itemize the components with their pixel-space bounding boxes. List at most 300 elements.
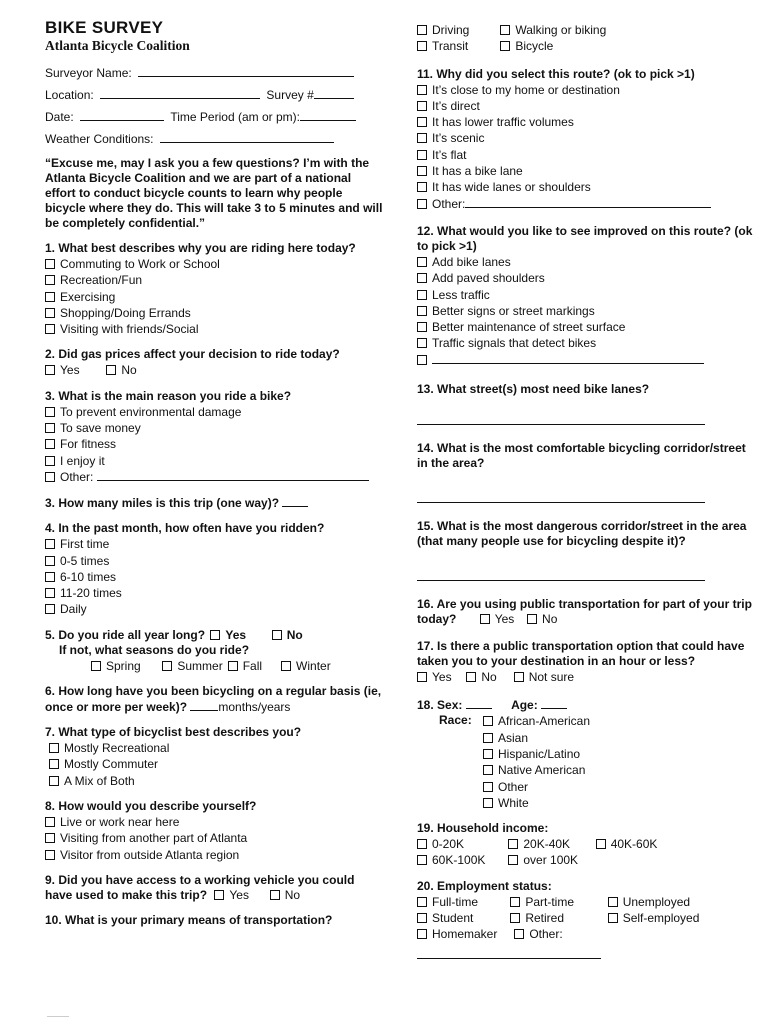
q5-no-label: No — [286, 627, 303, 642]
race-option[interactable] — [483, 746, 590, 762]
checkbox-icon[interactable] — [514, 672, 524, 682]
q17-option-label: Not sure — [528, 670, 575, 685]
race-option[interactable] — [483, 779, 590, 795]
q17-option-label: Yes — [432, 670, 452, 685]
checkbox-icon[interactable] — [417, 306, 427, 316]
q10-option[interactable] — [417, 22, 497, 38]
checkbox-icon[interactable] — [417, 855, 427, 865]
left-column — [45, 18, 385, 938]
q3-other-field[interactable] — [97, 469, 369, 481]
question-13 — [417, 382, 753, 425]
question-7 — [45, 725, 385, 789]
q12-option[interactable] — [417, 270, 753, 286]
checkbox-icon[interactable] — [417, 913, 427, 923]
checkbox-icon[interactable] — [417, 25, 427, 35]
q4-option-label: First time — [60, 537, 110, 552]
q5-yes-option[interactable] — [210, 628, 268, 643]
q3-other-option[interactable] — [45, 469, 385, 485]
checkbox-icon[interactable] — [417, 273, 427, 283]
duration-field[interactable] — [190, 699, 218, 711]
question-3b-text — [45, 495, 385, 511]
question-16-text — [417, 597, 753, 627]
question-5 — [45, 628, 385, 674]
q10-option[interactable] — [500, 38, 553, 54]
checkbox-icon[interactable] — [417, 101, 427, 111]
checkbox-icon[interactable] — [45, 850, 55, 860]
question-3 — [45, 389, 385, 485]
checkbox-icon[interactable] — [417, 839, 427, 849]
q11-other-option[interactable] — [417, 196, 753, 212]
question-1 — [45, 241, 385, 337]
q17-option[interactable] — [514, 669, 574, 685]
question-20 — [417, 879, 753, 959]
miles-field[interactable] — [282, 495, 308, 507]
checkbox-icon[interactable] — [417, 338, 427, 348]
question-13-text: 13. What street(s) most need bike lanes? — [417, 382, 650, 397]
time-period-label: Time Period (am or pm): — [170, 110, 300, 124]
income-option[interactable] — [596, 836, 658, 852]
q5-seasons — [45, 658, 385, 674]
question-6-label: 6. How long have you been bicycling on a regular basis (ie, once or more per week)? — [45, 684, 382, 715]
q7-option-label: Mostly Recreational — [64, 741, 170, 756]
checkbox-icon[interactable] — [281, 661, 291, 671]
checkbox-icon[interactable] — [228, 661, 238, 671]
q3-option-label: I enjoy it — [60, 453, 105, 468]
checkbox-icon[interactable] — [49, 743, 59, 753]
checkbox-icon[interactable] — [45, 439, 55, 449]
income-option-label: over 100K — [523, 853, 579, 868]
weather-row — [45, 128, 385, 150]
q1-option[interactable] — [45, 256, 385, 272]
q12-other-option[interactable] — [417, 352, 753, 368]
q4-option-label: Daily — [60, 602, 87, 617]
q11-option[interactable] — [417, 147, 753, 163]
checkbox-icon[interactable] — [483, 765, 493, 775]
season-label: Winter — [296, 658, 331, 673]
q7-option[interactable] — [45, 740, 385, 756]
checkbox-icon[interactable] — [483, 798, 493, 808]
employment-option[interactable] — [510, 894, 604, 910]
checkbox-icon[interactable] — [500, 25, 510, 35]
survey-number-label: Survey # — [266, 88, 314, 102]
surveyor-label: Surveyor Name: — [45, 66, 132, 80]
checkbox-icon[interactable] — [510, 897, 520, 907]
q7-option[interactable] — [45, 773, 385, 789]
q1-option[interactable] — [45, 321, 385, 337]
checkbox-icon[interactable] — [596, 839, 606, 849]
q10-options — [417, 22, 753, 55]
employment-option-label: Student — [432, 911, 474, 926]
checkbox-icon[interactable] — [480, 614, 490, 624]
checkbox-icon[interactable] — [45, 588, 55, 598]
q3-option[interactable] — [45, 420, 385, 436]
time-period-field[interactable] — [300, 109, 356, 121]
q12-option[interactable] — [417, 254, 753, 270]
q13-answer-line[interactable] — [417, 423, 705, 425]
q11-option[interactable] — [417, 114, 753, 130]
q4-option-label: 0-5 times — [60, 553, 110, 568]
q9-no-label: No — [284, 887, 301, 902]
q9-yes-label: Yes — [229, 887, 249, 902]
q11-other-label: Other: — [432, 196, 466, 211]
sex-field[interactable] — [466, 697, 492, 709]
q16-no-option[interactable] — [527, 612, 557, 627]
season-option[interactable] — [281, 658, 331, 674]
checkbox-icon[interactable] — [608, 897, 618, 907]
question-1-text: 1. What best describes why you are riding here today? — [45, 241, 356, 255]
employment-option[interactable] — [417, 894, 507, 910]
question-3-text: 3. What is the main reason you ride a bike? — [45, 388, 292, 403]
checkbox-icon[interactable] — [45, 539, 55, 549]
q11-option-label: It’s scenic — [432, 131, 485, 146]
checkbox-icon[interactable] — [45, 817, 55, 827]
q10-option-label: Walking or biking — [515, 23, 607, 37]
checkbox-icon[interactable] — [45, 572, 55, 582]
right-column — [417, 22, 753, 969]
checkbox-icon[interactable] — [483, 733, 493, 743]
income-option[interactable] — [417, 852, 505, 868]
q7-option-label: Mostly Commuter — [64, 757, 159, 772]
checkbox-icon[interactable] — [270, 890, 280, 900]
q3-option-label: To save money — [60, 421, 141, 436]
question-6 — [45, 684, 385, 715]
q17-option-label: No — [481, 670, 497, 685]
race-option[interactable] — [483, 730, 590, 746]
date-label: Date: — [45, 110, 74, 124]
q12-option-label: Less traffic — [432, 287, 490, 302]
checkbox-icon[interactable] — [417, 150, 427, 160]
checkbox-icon[interactable] — [514, 929, 524, 939]
q17-option[interactable] — [466, 669, 510, 685]
checkbox-icon[interactable] — [508, 839, 518, 849]
checkbox-icon[interactable] — [45, 407, 55, 417]
sex-age-row: 18. Sex: Age: — [417, 697, 753, 713]
question-14 — [417, 441, 753, 503]
race-label: Race — [439, 713, 468, 728]
q8-option[interactable] — [45, 814, 385, 830]
q3-option[interactable] — [45, 404, 385, 420]
q8-option-label: Live or work near here — [60, 814, 180, 829]
question-19 — [417, 821, 753, 869]
q5-subquestion: If not, what seasons do you ride? — [59, 642, 250, 657]
q12-option[interactable] — [417, 335, 753, 351]
question-20-text: 20. Employment status: — [417, 878, 552, 893]
income-option-label: 20K-40K — [523, 837, 571, 852]
race-option-label: Asian — [498, 730, 529, 745]
race-option-label: Native American — [498, 763, 586, 778]
question-10 — [45, 913, 385, 928]
q20-row — [417, 894, 753, 910]
income-option[interactable] — [508, 836, 592, 852]
q12-option-label: Add bike lanes — [432, 254, 511, 269]
q3-option[interactable] — [45, 436, 385, 452]
duration-unit: months/years — [218, 700, 291, 715]
question-8-text: 8. How would you describe yourself? — [45, 798, 257, 813]
q8-option[interactable] — [45, 847, 385, 863]
surveyor-name-field[interactable] — [138, 65, 354, 77]
question-17 — [417, 639, 753, 685]
season-label: Summer — [177, 658, 223, 673]
season-option[interactable] — [162, 658, 224, 674]
date-field[interactable] — [80, 109, 164, 121]
employment-option[interactable] — [417, 926, 511, 942]
checkbox-icon[interactable] — [49, 776, 59, 786]
checkbox-icon[interactable] — [417, 929, 427, 939]
race-option[interactable] — [483, 713, 590, 729]
question-11 — [417, 67, 753, 212]
q1-option[interactable] — [45, 272, 385, 288]
q12-option-label: Better maintenance of street surface — [432, 320, 626, 335]
q14-answer-line[interactable] — [417, 501, 705, 503]
checkbox-icon[interactable] — [466, 672, 476, 682]
question-6-text — [45, 684, 385, 715]
employment-option-label: Other: — [529, 927, 563, 942]
survey-number-field[interactable] — [314, 87, 354, 99]
q2-no-option[interactable] — [106, 362, 136, 378]
employment-option[interactable] — [417, 910, 507, 926]
q10-option-label: Transit — [432, 39, 469, 54]
race-option-label: White — [498, 795, 529, 810]
page-footer-mark — [47, 1016, 69, 1017]
q2-yes-label: Yes — [60, 363, 80, 378]
q20-row — [417, 926, 753, 942]
employment-other-line[interactable] — [417, 957, 601, 959]
checkbox-icon[interactable] — [417, 290, 427, 300]
income-option-label: 40K-60K — [610, 837, 658, 852]
q8-option[interactable] — [45, 830, 385, 846]
checkbox-icon[interactable] — [45, 292, 55, 302]
q2-no-label: No — [121, 363, 137, 378]
checkbox-icon[interactable] — [483, 716, 493, 726]
employment-option[interactable] — [608, 910, 700, 926]
question-15-text: 15. What is the most dangerous corridor/street in the area (that many people use for bicycling despite it)? — [417, 519, 747, 549]
checkbox-icon[interactable] — [91, 661, 101, 671]
location-field[interactable] — [100, 87, 260, 99]
q1-option-label: Commuting to Work or School — [60, 257, 220, 271]
q17-options — [417, 669, 753, 685]
q5-no-option[interactable] — [272, 628, 303, 643]
q10-row — [417, 38, 753, 54]
sex-label: 18. Sex — [417, 698, 459, 713]
q10-option-label: Bicycle — [515, 39, 554, 54]
q1-option[interactable] — [45, 305, 385, 321]
q3-other-label: Other: — [60, 469, 94, 484]
question-3b-label: 3. How many miles is this trip (one way)? — [45, 496, 280, 511]
date-row — [45, 106, 385, 128]
age-field[interactable] — [541, 697, 567, 709]
checkbox-icon[interactable] — [417, 672, 427, 682]
checkbox-icon[interactable] — [510, 913, 520, 923]
checkbox-icon[interactable] — [417, 133, 427, 143]
checkbox-icon[interactable] — [417, 199, 427, 209]
q16-yes-label: Yes — [494, 612, 515, 627]
q16-no-label: No — [542, 612, 558, 627]
q7-option[interactable] — [45, 756, 385, 772]
checkbox-icon[interactable] — [417, 182, 427, 192]
q2-yes-option[interactable] — [45, 362, 103, 378]
q1-option-label: Exercising — [60, 289, 116, 304]
q12-option[interactable] — [417, 287, 753, 303]
q9-no-option[interactable] — [270, 888, 300, 903]
checkbox-icon[interactable] — [417, 322, 427, 332]
race-label-cell: Race: — [439, 713, 472, 728]
race-option[interactable] — [483, 762, 590, 778]
question-14-text: 14. What is the most comfortable bicycling corridor/street in the area? — [417, 441, 746, 471]
question-9-text — [45, 873, 385, 903]
question-8 — [45, 799, 385, 863]
income-option[interactable] — [417, 836, 505, 852]
checkbox-icon[interactable] — [417, 166, 427, 176]
question-3b — [45, 495, 385, 511]
checkbox-icon[interactable] — [483, 749, 493, 759]
checkbox-icon[interactable] — [500, 41, 510, 51]
checkbox-icon[interactable] — [417, 355, 427, 365]
checkbox-icon[interactable] — [45, 456, 55, 466]
checkbox-icon[interactable] — [608, 913, 618, 923]
employment-option-label: Unemployed — [622, 894, 691, 909]
employment-option-label: Homemaker — [432, 927, 498, 942]
checkbox-icon[interactable] — [417, 117, 427, 127]
checkbox-icon[interactable] — [162, 661, 172, 671]
q1-option-label: Visiting with friends/Social — [60, 322, 199, 337]
season-option[interactable] — [91, 658, 159, 674]
question-16-label: 16. Are you using public transportation for part of your trip today? — [417, 597, 752, 627]
question-12-text: 12. What would you like to see improved on this route? (ok to pick >1) — [417, 223, 753, 253]
question-4 — [45, 521, 385, 617]
q11-option-label: It’s flat — [432, 147, 467, 162]
q4-option[interactable] — [45, 553, 385, 569]
checkbox-icon[interactable] — [272, 630, 282, 640]
question-4-text: 4. In the past month, how often have you ridden? — [45, 521, 325, 536]
checkbox-icon[interactable] — [214, 890, 224, 900]
q10-option[interactable] — [417, 38, 497, 54]
question-18 — [417, 697, 753, 811]
race-option-label: African-American — [498, 714, 591, 729]
income-option-label: 0-20K — [432, 837, 465, 852]
checkbox-icon[interactable] — [45, 833, 55, 843]
q3-option[interactable] — [45, 453, 385, 469]
survey-title: BIKE SURVEY — [45, 18, 164, 37]
employment-other-option[interactable] — [514, 926, 562, 942]
q17-option[interactable] — [417, 669, 463, 685]
checkbox-icon[interactable] — [417, 85, 427, 95]
q12-option-label: Better signs or street markings — [432, 303, 595, 318]
age-label: Age — [511, 698, 534, 713]
race-option-label: Hispanic/Latino — [498, 746, 581, 761]
location-label: Location: — [45, 88, 94, 102]
checkbox-icon[interactable] — [45, 423, 55, 433]
question-16 — [417, 597, 753, 627]
location-row — [45, 84, 385, 106]
q10-option-label: Driving — [432, 23, 470, 37]
q10-option[interactable] — [500, 22, 606, 38]
q4-option[interactable] — [45, 536, 385, 552]
checkbox-icon[interactable] — [45, 308, 55, 318]
q11-option-label: It’s direct — [432, 98, 480, 113]
question-17-text: 17. Is there a public transportation option that could have taken you to your destination in an hour or less? — [417, 639, 745, 669]
season-label: Spring — [106, 658, 141, 673]
q11-option[interactable] — [417, 179, 753, 195]
checkbox-icon[interactable] — [45, 275, 55, 285]
q19-row — [417, 852, 753, 868]
question-9-label: 9. Did you have access to a working vehicle you could have used to make this trip? — [45, 872, 355, 902]
q11-option[interactable] — [417, 130, 753, 146]
employment-option-label: Full-time — [432, 894, 479, 909]
weather-field[interactable] — [160, 131, 334, 143]
q4-option[interactable] — [45, 569, 385, 585]
season-option[interactable] — [228, 658, 278, 674]
checkbox-icon[interactable] — [45, 365, 55, 375]
q12-option-label: Add paved shoulders — [432, 271, 545, 286]
race-options — [483, 713, 590, 811]
q1-option[interactable] — [45, 289, 385, 305]
income-option[interactable] — [508, 852, 578, 868]
q11-other-field[interactable] — [465, 196, 711, 208]
q3-option-label: To prevent environmental damage — [60, 404, 242, 419]
checkbox-icon[interactable] — [417, 257, 427, 267]
question-9 — [45, 873, 385, 903]
question-2-text: 2. Did gas prices affect your decision to ride today? — [45, 347, 340, 362]
checkbox-icon[interactable] — [45, 556, 55, 566]
question-7-text: 7. What type of bicyclist best describes you? — [45, 725, 302, 740]
surveyor-row — [45, 62, 385, 84]
checkbox-icon[interactable] — [45, 604, 55, 614]
q11-option[interactable] — [417, 163, 753, 179]
organization-name: Atlanta Bicycle Coalition — [45, 38, 190, 53]
employment-option[interactable] — [608, 894, 690, 910]
q19-row — [417, 836, 753, 852]
checkbox-icon[interactable] — [45, 472, 55, 482]
season-label: Fall — [242, 658, 263, 673]
checkbox-icon[interactable] — [417, 41, 427, 51]
checkbox-icon[interactable] — [508, 855, 518, 865]
checkbox-icon[interactable] — [417, 897, 427, 907]
question-12 — [417, 224, 753, 368]
q4-option[interactable] — [45, 585, 385, 601]
q11-option-label: It has lower traffic volumes — [432, 115, 574, 130]
employment-option-label: Retired — [525, 911, 565, 926]
q12-option[interactable] — [417, 319, 753, 335]
q11-option[interactable] — [417, 82, 753, 98]
q11-option[interactable] — [417, 98, 753, 114]
q11-option-label: It has wide lanes or shoulders — [432, 180, 591, 195]
checkbox-icon[interactable] — [45, 259, 55, 269]
checkbox-icon[interactable] — [483, 782, 493, 792]
q9-yes-option[interactable] — [214, 888, 266, 903]
employment-option-label: Self-employed — [622, 911, 700, 926]
race-option[interactable] — [483, 795, 590, 811]
q12-other-field[interactable] — [432, 352, 704, 364]
q12-option[interactable] — [417, 303, 753, 319]
q2-options — [45, 362, 385, 378]
q4-option-label: 11-20 times — [60, 586, 122, 601]
weather-label: Weather Conditions: — [45, 132, 154, 146]
q4-option-label: 6-10 times — [60, 569, 117, 584]
employment-option-label: Part-time — [525, 894, 575, 909]
q15-answer-line[interactable] — [417, 579, 705, 581]
employment-option[interactable] — [510, 910, 604, 926]
q5-yes-label: Yes — [225, 627, 247, 642]
checkbox-icon[interactable] — [45, 324, 55, 334]
checkbox-icon[interactable] — [49, 759, 59, 769]
question-10-text: 10. What is your primary means of transportation? — [45, 912, 333, 927]
q16-yes-option[interactable] — [480, 612, 524, 627]
q11-option-label: It’s close to my home or destination — [432, 82, 620, 97]
q4-option[interactable] — [45, 601, 385, 617]
checkbox-icon[interactable] — [106, 365, 116, 375]
checkbox-icon[interactable] — [527, 614, 537, 624]
checkbox-icon[interactable] — [210, 630, 220, 640]
